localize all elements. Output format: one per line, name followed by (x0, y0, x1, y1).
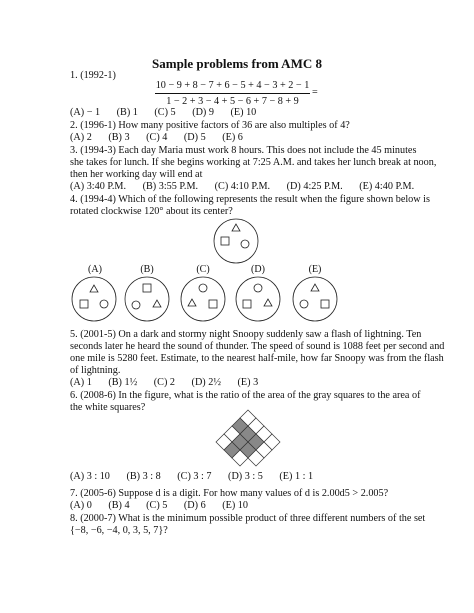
problem-3-line: she takes for lunch. If she begins working at 7:25 A.M. and takes her lunch break at noon, (70, 157, 437, 168)
choice: (A) 3:40 P.M. (70, 181, 127, 192)
problem-6-line: the white squares? (70, 402, 146, 413)
circle-shape (300, 300, 308, 308)
equals-sign: = (312, 87, 318, 98)
choice: (E) 1 : 1 (279, 471, 314, 482)
choice: (E) 3 (237, 377, 259, 388)
square-shape (321, 300, 329, 308)
choice: (A) 3 : 10 (70, 471, 110, 482)
choice: (E) 4:40 P.M. (359, 181, 415, 192)
choice: (B) 1 (116, 107, 138, 118)
figure-label-b: (B) (140, 264, 154, 275)
choice: (B) 3:55 P.M. (142, 181, 199, 192)
square-shape (80, 300, 88, 308)
figure-e (292, 276, 338, 322)
square-shape (209, 300, 217, 308)
choice: (E) 10 (230, 107, 257, 118)
problem-1-fraction (155, 80, 310, 107)
choice: (B) 3 (108, 132, 130, 143)
choice: (D) 4:25 P.M. (286, 181, 343, 192)
circle-shape (132, 301, 140, 309)
choice: (D) 9 (192, 107, 214, 118)
problem-4-line: 4. (1994-4) Which of the following represents the result when the figure shown below is (70, 194, 430, 205)
problem-5-line: seconds later he heard the sound of thunder. The speed of sound is 1088 feet per second and (70, 341, 445, 352)
choice: (A) 0 (70, 500, 92, 511)
circle-shape (241, 240, 249, 248)
triangle-shape (188, 299, 196, 306)
problem-5-line: 5. (2001-5) On a dark and stormy night Snoopy suddenly saw a flash of lightning. Ten (70, 329, 422, 340)
choice: (B) 4 (108, 500, 130, 511)
triangle-shape (311, 284, 319, 291)
choice: (B) 1½ (108, 377, 138, 388)
problem-1-choices (70, 107, 415, 119)
triangle-shape (264, 299, 272, 306)
problem-5-line: one mile is 5280 feet. Estimate, to the nearest half-mile, how far Snoopy was from the flash (70, 353, 444, 364)
problem-1-label: 1. (1992-1) (70, 70, 116, 81)
problem-3-choices (70, 181, 415, 193)
choice: (C) 2 (153, 377, 175, 388)
figure-b (124, 276, 170, 322)
triangle-shape (153, 300, 161, 307)
fraction-denominator: 1 − 2 + 3 − 4 + 5 − 6 + 7 − 8 + 9 (166, 96, 299, 107)
choice: (C) 4:10 P.M. (214, 181, 271, 192)
circle-shape (254, 284, 262, 292)
problem-6-choices (70, 471, 415, 483)
choice: (C) 3 : 7 (177, 471, 212, 482)
original-figure (213, 218, 259, 264)
figure-label-d: (D) (251, 264, 265, 275)
square-shape (143, 284, 151, 292)
choice: (D) 2½ (191, 377, 221, 388)
choice: (B) 3 : 8 (126, 471, 161, 482)
square-shape (243, 300, 251, 308)
figure-a (71, 276, 117, 322)
choice: (A) 2 (70, 132, 92, 143)
problem-5-line: of lightning. (70, 365, 121, 376)
square-shape (221, 237, 229, 245)
choice: (D) 6 (183, 500, 206, 511)
problem-2-text: 2. (1996-1) How many positive factors of 36 are also multiples of 4? (70, 120, 350, 131)
problem-7-text: 7. (2005-6) Suppose d is a digit. For how many values of d is 2.00d5 > 2.005? (70, 488, 389, 499)
figure-d (235, 276, 281, 322)
square-grid-figure (200, 410, 296, 474)
choice: (A) − 1 (70, 107, 101, 118)
problem-8-line: {−8, −6, −4, 0, 3, 5, 7}? (70, 525, 168, 536)
circle-shape (100, 300, 108, 308)
figure-label-c: (C) (196, 264, 210, 275)
problem-2-choices (70, 132, 415, 144)
circle-shape (199, 284, 207, 292)
problem-3-line: then her working day will end at (70, 169, 203, 180)
choice: (A) 1 (70, 377, 92, 388)
triangle-shape (232, 224, 240, 231)
choice: (C) 5 (146, 500, 168, 511)
problem-8-line: 8. (2000-7) What is the minimum possible product of three different numbers of the set (70, 513, 426, 524)
choice: (C) 5 (154, 107, 176, 118)
figure-label-a: (A) (88, 264, 102, 275)
choice: (E) 6 (222, 132, 243, 143)
triangle-shape (90, 285, 98, 292)
fraction-numerator: 10 − 9 + 8 − 7 + 6 − 5 + 4 − 3 + 2 − 1 (155, 80, 310, 94)
problem-5-choices (70, 377, 415, 389)
choice: (D) 5 (183, 132, 206, 143)
problem-3-line: 3. (1994-3) Each day Maria must work 8 hours. This does not include the 45 minutes (70, 145, 417, 156)
problem-6-line: 6. (2008-6) In the figure, what is the ratio of the area of the gray squares to the area of (70, 390, 421, 401)
problem-4-line: rotated clockwise 120° about its center? (70, 206, 233, 217)
choice: (D) 3 : 5 (228, 471, 263, 482)
figure-c (180, 276, 226, 322)
problem-7-choices (70, 500, 415, 512)
figure-label-e: (E) (308, 264, 322, 275)
page-title: Sample problems from AMC 8 (152, 56, 322, 71)
choice: (E) 10 (222, 500, 248, 511)
choice: (C) 4 (146, 132, 168, 143)
